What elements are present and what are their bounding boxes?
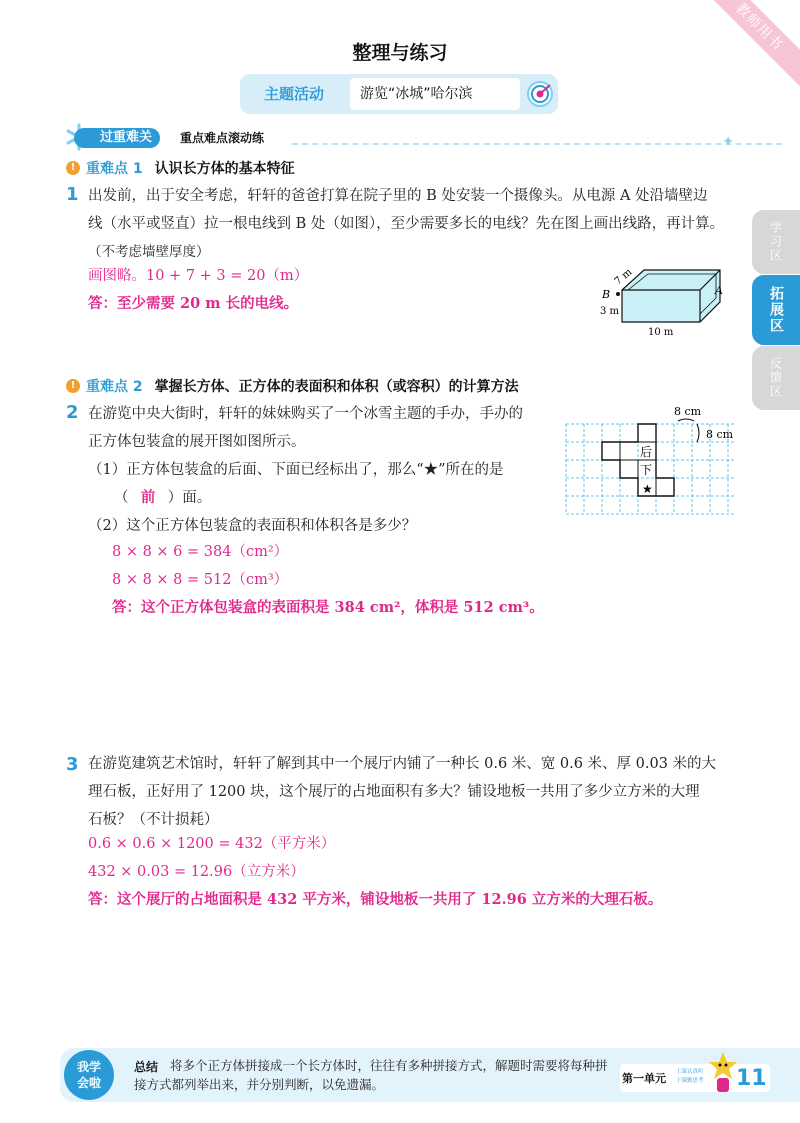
section-bar: [62, 126, 732, 150]
question-1-text: [88, 182, 748, 266]
answer-line: 答：至少需要 20 m 长的电线。: [88, 295, 299, 312]
corner-ribbon-text: 教师用书: [710, 0, 800, 89]
question-sub-1: （1）正方体包装盒的后面、下面已经标出了，那么“★”所在的是: [88, 462, 504, 478]
question-line: 理石板，正好用了 1200 块，这个展厅的占地面积有多大？铺设地板一共用了多少立方米的大理: [88, 784, 700, 800]
unit-slogan: 上课认真听 下课勤思考: [676, 1069, 704, 1084]
section-divider: [292, 143, 782, 145]
question-line: 石板？（不计损耗）: [88, 812, 219, 828]
question-line: （不考虑墙壁厚度）: [88, 244, 210, 260]
face-bottom-label: 下: [640, 463, 653, 477]
dim-height: 8 cm: [706, 428, 734, 441]
cube-net-figure: [560, 400, 740, 524]
footer: [60, 1048, 800, 1102]
dim-7: 7 m: [612, 266, 635, 288]
question-3-text: [88, 750, 748, 834]
question-2-text: [88, 400, 568, 540]
label-a: A: [715, 284, 723, 297]
summary-text: 将多个正方体拼接成一个长方体时，往往有多种拼接方式，解题时需要将每种拼接方式都列举出来，并分别判断，以免遗漏。: [134, 1058, 608, 1092]
bulb-icon: !: [66, 161, 80, 175]
unit-label: 第一单元: [622, 1072, 666, 1085]
answer-line: 0.6 × 0.6 × 1200 = 432（平方米）: [88, 836, 336, 852]
page-number: 11: [736, 1066, 767, 1091]
question-sub-1-blank: （ 前 ）面。: [88, 484, 568, 512]
blank-answer: 前: [140, 489, 156, 506]
dim-width: 8 cm: [674, 405, 702, 418]
star-icon: ✦: [722, 134, 734, 150]
question-line: 线（水平或竖直）拉一根电线到 B 处（如图），至少需要多长的电线？先在图上画出线路，再计算。: [88, 216, 725, 232]
question-line: 在游览中央大街时，轩轩的妹妹购买了一个冰雪主题的手办，手办的: [88, 406, 523, 422]
section-tag: 过重难关: [74, 128, 160, 148]
label-b: B: [602, 288, 611, 301]
theme-title: 游览“冰城”哈尔滨: [350, 78, 520, 110]
side-tab-extend[interactable]: 拓展区: [752, 275, 800, 345]
page-title: 整理与练习: [352, 42, 448, 64]
star-icon: ★: [642, 482, 653, 496]
answer-line: 8 × 8 × 8 = 512（cm³）: [112, 572, 289, 588]
answer-line: 答：这个展厅的占地面积是 432 平方米，铺设地板一共用了 12.96 立方米的大理石板。: [88, 891, 663, 908]
bulb-icon: !: [66, 379, 80, 393]
keypoint-text: 掌握长方体、正方体的表面积和体积（或容积）的计算方法: [154, 379, 519, 395]
answer-line: 画图略。10 + 7 + 3 = 20（m）: [88, 268, 309, 284]
answer-line: 8 × 8 × 6 = 384（cm²）: [112, 544, 289, 560]
answer-line: 答：这个正方体包装盒的表面积是 384 cm²，体积是 512 cm³。: [112, 599, 544, 616]
target-icon: [526, 80, 554, 108]
keypoint-2: [66, 376, 519, 396]
dim-10: 10 m: [648, 327, 674, 338]
cuboid-figure: [596, 262, 736, 338]
keypoint-text: 认识长方体的基本特征: [154, 161, 295, 177]
mascot-icon: [708, 1050, 738, 1098]
question-line: 在游览建筑艺术馆时，轩轩了解到其中一个展厅内铺了一种长 0.6 米、宽 0.6 米、厚 0.03 米的大: [88, 756, 717, 772]
keypoint-label: 重难点 1: [86, 161, 143, 177]
theme-box: [240, 74, 558, 114]
question-line: 出发前，出于安全考虑，轩轩的爸爸打算在院子里的 B 处安装一个摄像头。从电源 A 处沿墙壁边: [88, 188, 708, 204]
face-back-label: 后: [640, 445, 653, 459]
question-number: 2: [66, 402, 79, 423]
answer-line: 432 × 0.03 = 12.96（立方米）: [88, 864, 305, 880]
keypoint-label: 重难点 2: [86, 379, 143, 395]
theme-label: 主题活动: [263, 85, 324, 103]
side-tab-feedback[interactable]: 反馈区: [752, 346, 800, 410]
dim-3: 3 m: [600, 306, 620, 317]
summary-badge: 我学 会啦: [64, 1050, 114, 1100]
summary-label: 总结: [134, 1060, 159, 1074]
question-sub-2: （2）这个正方体包装盒的表面积和体积各是多少？: [88, 518, 417, 534]
side-tabs: [752, 210, 800, 411]
question-number: 1: [66, 184, 79, 205]
side-tab-study[interactable]: 学习区: [752, 210, 800, 274]
section-subtitle: 重点难点滚动练: [180, 131, 265, 145]
question-number: 3: [66, 754, 79, 775]
keypoint-1: [66, 158, 295, 178]
question-line: 正方体包装盒的展开图如图所示。: [88, 434, 306, 450]
